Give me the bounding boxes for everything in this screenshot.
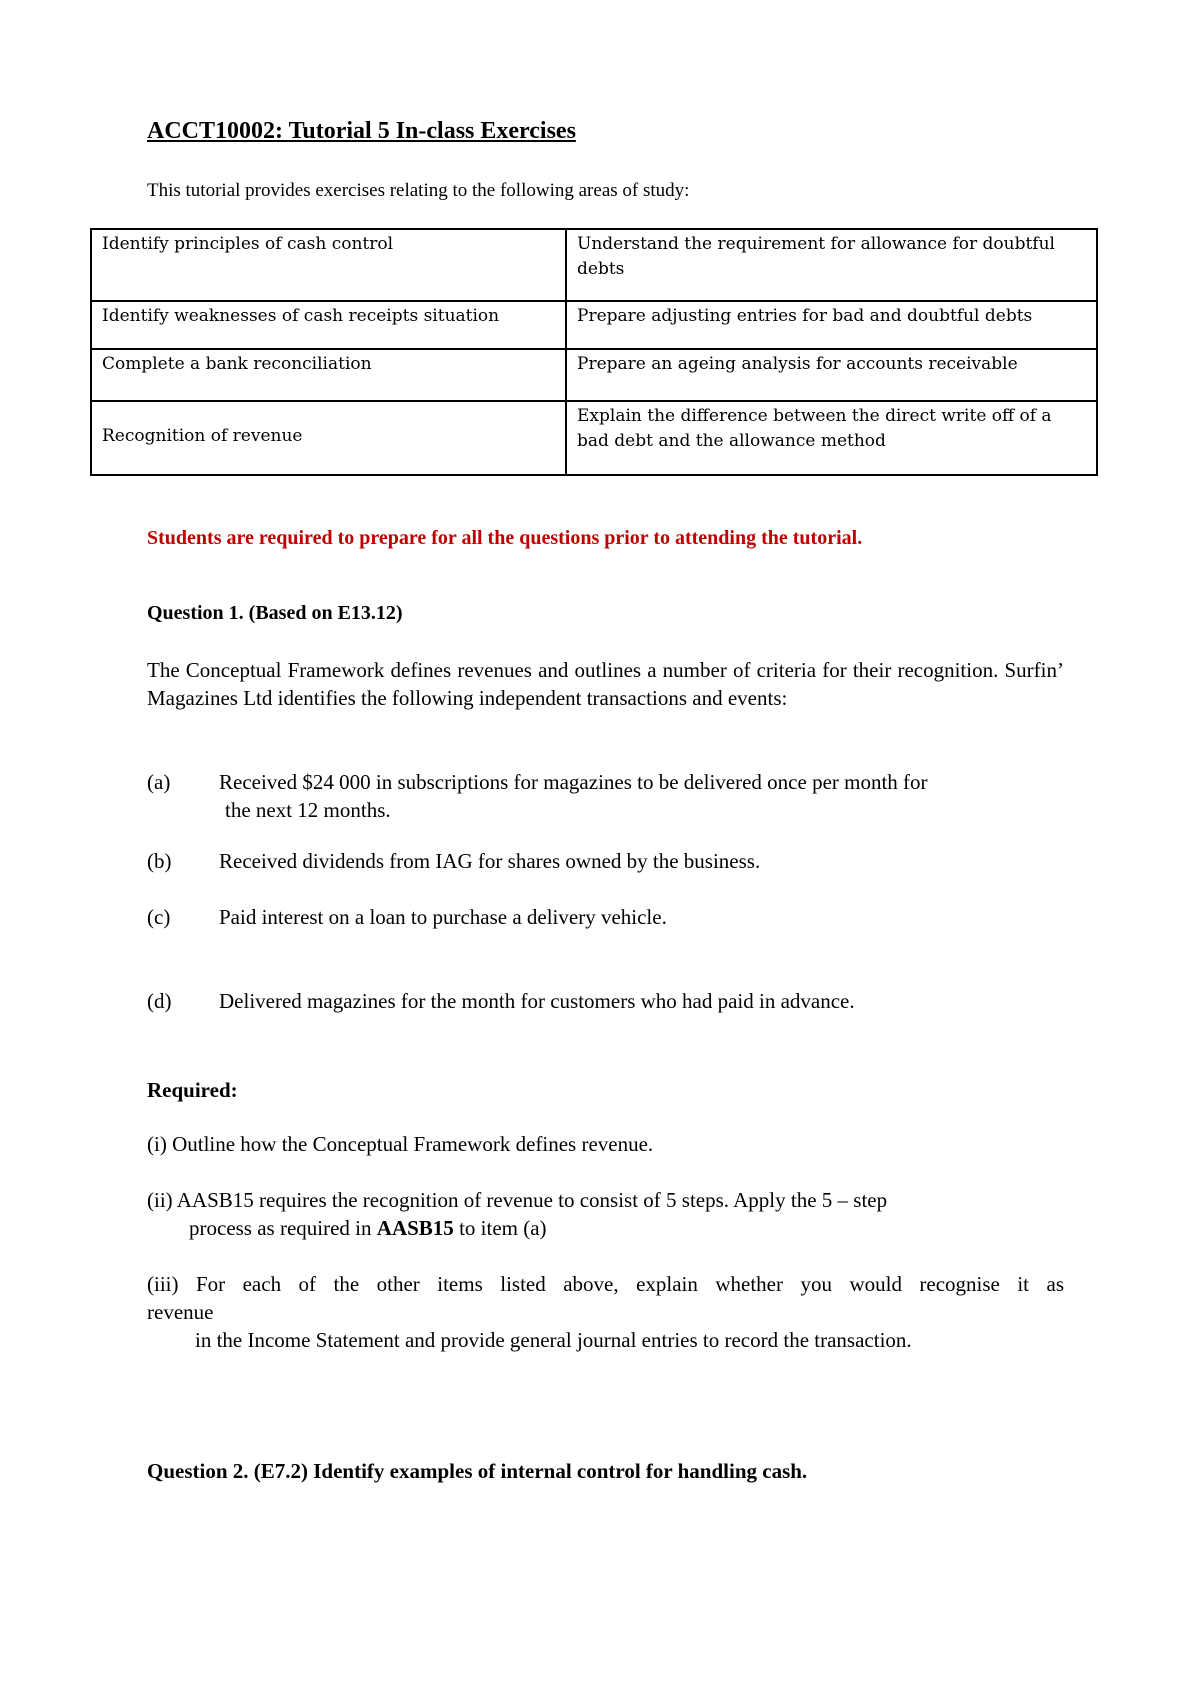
item-text-continued: the next 12 months.	[225, 798, 391, 822]
preparation-notice: Students are required to prepare for all the questions prior to attending the tutorial.	[147, 527, 863, 549]
item-text: Received dividends from IAG for shares owned by the business.	[219, 849, 761, 873]
table-cell: Recognition of revenue	[91, 401, 566, 475]
item-label: (a)	[147, 770, 171, 794]
intro-text: This tutorial provides exercises relating to the following areas of study:	[147, 180, 690, 201]
item-label: (b)	[147, 849, 172, 873]
question-2-heading: Question 2. (E7.2) Identify examples of internal control for handling cash.	[147, 1459, 808, 1483]
item-label: (d)	[147, 989, 172, 1013]
table-row	[91, 301, 1097, 349]
item-text: Paid interest on a loan to purchase a delivery vehicle.	[219, 905, 667, 929]
required-heading: Required:	[147, 1078, 238, 1102]
table-cell: Identify principles of cash control	[91, 229, 566, 301]
question-1-paragraph: The Conceptual Framework defines revenues and outlines a number of criteria for their recognition. Surfin’ Magazines Ltd identifies the following independent transactions and events:	[147, 658, 1064, 710]
table-cell: Complete a bank reconciliation	[91, 349, 566, 401]
list-item	[147, 768, 1064, 824]
table-row	[91, 229, 1097, 301]
table-cell: Explain the difference between the direct write off of a bad debt and the allowance method	[566, 401, 1097, 475]
table-cell: Prepare an ageing analysis for accounts receivable	[566, 349, 1097, 401]
requirement-ii	[147, 1186, 1064, 1242]
page-title: ACCT10002: Tutorial 5 In-class Exercises	[147, 118, 576, 144]
table-cell: Understand the requirement for allowance for doubtful debts	[566, 229, 1097, 301]
requirement-iii-line-3: in the Income Statement and provide general journal entries to record the transaction.	[195, 1328, 912, 1352]
item-label: (c)	[147, 905, 171, 929]
table-cell: Identify weaknesses of cash receipts situation	[91, 301, 566, 349]
item-text: Delivered magazines for the month for customers who had paid in advance.	[219, 989, 855, 1013]
list-item	[147, 987, 1064, 1015]
requirement-i: (i) Outline how the Conceptual Framework defines revenue.	[147, 1132, 654, 1156]
requirement-ii-line-1: (ii) AASB15 requires the recognition of revenue to consist of 5 steps. Apply the 5 – step	[147, 1188, 888, 1212]
item-text: Received $24 000 in subscriptions for magazines to be delivered once per month for	[219, 770, 928, 794]
requirement-ii-line-2: process as required in AASB15 to item (a)	[189, 1216, 547, 1240]
table-row	[91, 401, 1097, 475]
requirement-iii-line-2: revenue	[147, 1300, 214, 1324]
question-1-heading: Question 1. (Based on E13.12)	[147, 602, 403, 624]
list-item	[147, 903, 1064, 931]
table-cell: Prepare adjusting entries for bad and doubtful debts	[566, 301, 1097, 349]
table-row	[91, 349, 1097, 401]
requirement-iii	[147, 1270, 1064, 1354]
list-item	[147, 847, 1064, 875]
study-areas-table	[90, 228, 1098, 476]
requirement-iii-line-1: (iii) For each of the other items listed above, explain whether you would recognise it as	[147, 1272, 1064, 1296]
